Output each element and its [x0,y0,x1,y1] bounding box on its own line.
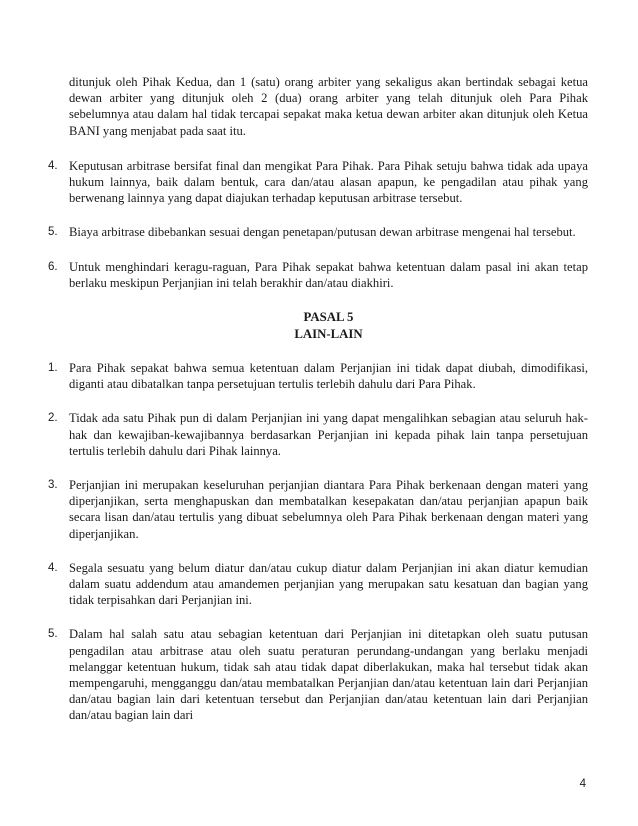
list-item [48,477,588,542]
item-text: Dalam hal salah satu atau sebagian ketentuan dari Perjanjian ini ditetapkan oleh suatu putusan pengadilan atau arbitrase atau oleh suatu peraturan perundang-undangan yang berlaku menjadi melanggar ketentuan hukum, tidak sah atau tidak dapat diberlakukan, maka hal tersebut tidak akan mempengaruhi, mengganggu dan/atau membatalkan Perjanjian dan/atau ketentuan lain dari Perjanjian dan/atau bagian lain dari ketentuan tersebut dan Perjanjian dan/atau ketentuan lain dari Perjanjian dan/atau bagian lain dari [69,627,588,723]
item-text: Biaya arbitrase dibebankan sesuai dengan penetapan/putusan dewan arbitrase mengenai hal tersebut. [69,225,576,240]
item-text: Para Pihak sepakat bahwa semua ketentuan dalam Perjanjian ini tidak dapat diubah, dimodifikasi, diganti atau dibatalkan tanpa persetujuan tertulis terlebih dahulu dari Para Pihak. [69,361,588,392]
previous-section-list [48,158,588,291]
section-heading [48,309,588,342]
item-number: 1. [48,362,58,375]
item-number: 4. [48,159,58,172]
item-number: 4. [48,561,58,574]
list-item [48,360,588,392]
item-text: Keputusan arbitrase bersifat final dan mengikat Para Pihak. Para Pihak setuju bahwa tidak ada upaya hukum lainnya, baik dalam bentuk, cara dan/atau alasan apapun, ke pengadilan atau pihak yang berwenang lainnya yang dapat diajukan terhadap keputusan arbitrase tersebut. [69,158,588,206]
item-text: Segala sesuatu yang belum diatur dan/atau cukup diatur dalam Perjanjian ini akan diatur kemudian dalam suatu addendum atau amandemen perjanjian yang merupakan satu kesatuan dan bagian yang tidak terpisahkan dari Perjanjian ini. [69,560,588,608]
page-content [48,74,588,742]
item-text: Tidak ada satu Pihak pun di dalam Perjanjian ini yang dapat mengalihkan sebagian atau seluruh hak-hak dan kewajiban-kewajibannya berdasarkan Perjanjian ini kepada pihak lain tanpa persetujuan tertulis terlebih dahulu dari Pihak lainnya. [69,411,588,458]
item-text: Perjanjian ini merupakan keseluruhan perjanjian diantara Para Pihak berkenaan dengan materi yang diperjanjikan, serta menghapuskan dan membatalkan kesepakatan dan/atau perjanjian apapun baik secara lisan dan/atau tertulis yang dibuat sebelumnya oleh Para Pihak berkenaan dengan materi yang diperjanjikan. [69,478,588,541]
list-item [48,410,588,459]
list-item [48,560,588,609]
list-item [48,626,588,723]
continuation-paragraph: ditunjuk oleh Pihak Kedua, dan 1 (satu) orang arbiter yang sekaligus akan bertindak sebagai ketua dewan arbiter yang ditunjuk oleh 2 (dua) orang arbiter yang telah ditunjuk oleh Para Pihak sebelumnya atau dalam hal tidak tercapai sepakat maka ketua dewan arbiter akan ditunjuk oleh Ketua BANI yang menjabat pada saat itu. [69,75,588,138]
section-list [48,360,588,724]
item-number: 2. [48,412,58,425]
item-text: Untuk menghindari keragu-raguan, Para Pihak sepakat bahwa ketentuan dalam pasal ini akan tetap berlaku meskipun Perjanjian ini telah berakhir dan/atau diakhiri. [69,259,588,290]
item-number: 5. [48,628,58,641]
list-item [48,158,588,207]
item-number: 3. [48,479,58,492]
list-item [48,259,588,291]
item-number: 6. [48,260,58,273]
page-number: 4 [579,778,586,790]
section-subtitle: LAIN-LAIN [294,326,363,341]
item-number: 5. [48,226,58,239]
list-item [48,224,588,240]
section-title: PASAL 5 [303,310,354,325]
